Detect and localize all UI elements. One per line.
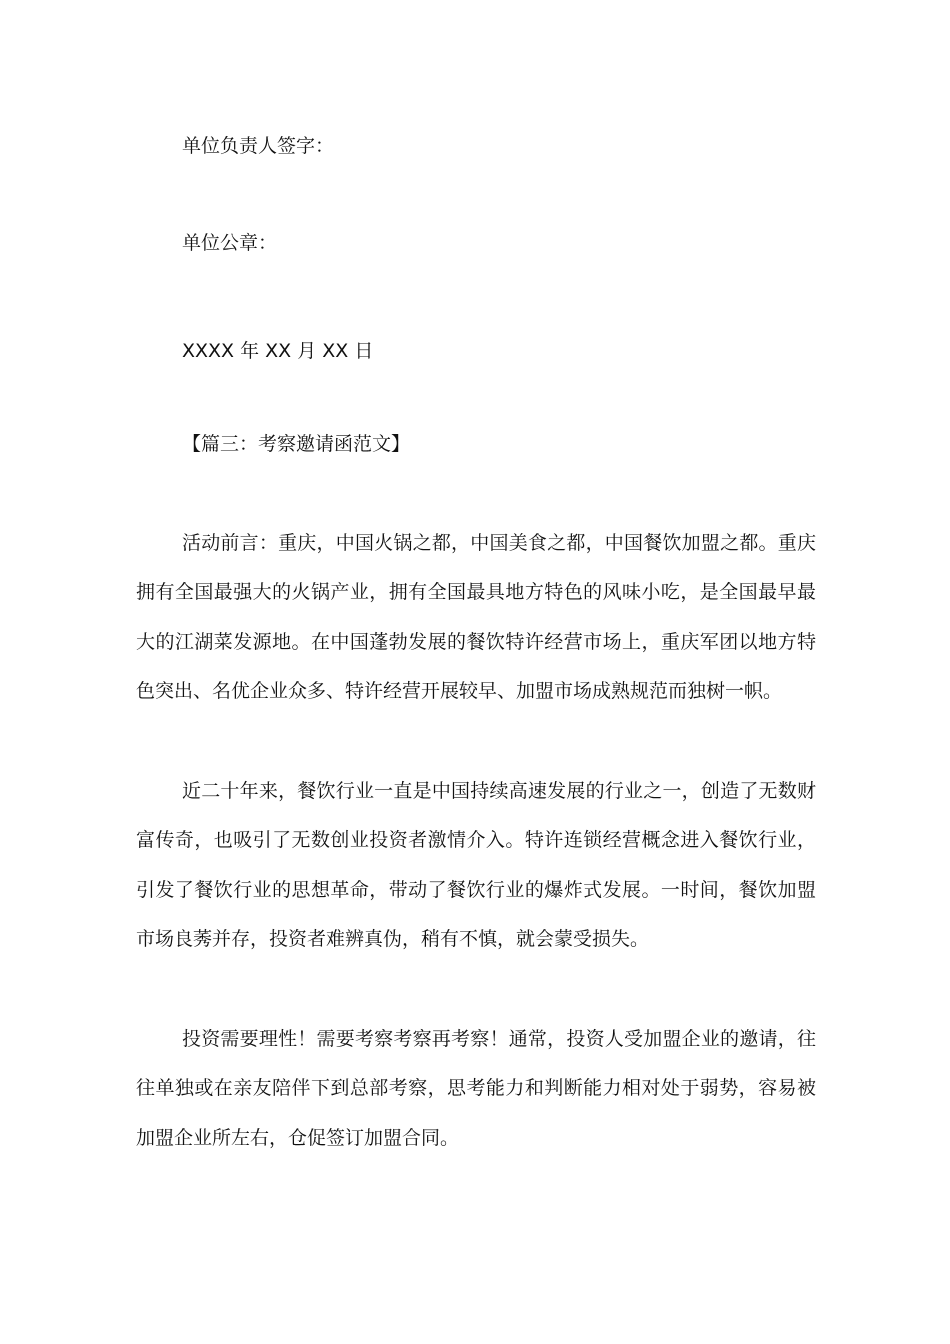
- paragraph-investment: 投资需要理性！需要考察考察再考察！通常，投资人受加盟企业的邀请，往往单独或在亲友陪伴下到总部考察，思考能力和判断能力相对处于弱势，容易被加盟企业所左右，仓促签订加盟合同。: [136, 1028, 816, 1149]
- paragraph-industry: 近二十年来，餐饮行业一直是中国持续高速发展的行业之一，创造了无数财富传奇，也吸引了无数创业投资者激情介入。特许连锁经营概念进入餐饮行业，引发了餐饮行业的思想革命，带动了餐饮行业的爆炸式发展。一时间，餐饮加盟市场良莠并存，投资者难辨真伪，稍有不慎，就会蒙受损失。: [136, 780, 816, 950]
- section-heading: 【篇三：考察邀请函范文】: [182, 433, 411, 455]
- seal-label: 单位公章：: [182, 232, 278, 254]
- date-line: XXXX 年 XX 月 XX 日: [182, 340, 374, 362]
- paragraph-preface: 活动前言：重庆，中国火锅之都，中国美食之都，中国餐饮加盟之都。重庆拥有全国最强大的火锅产业，拥有全国最具地方特色的风味小吃，是全国最早最大的江湖菜发源地。在中国蓬勃发展的餐饮特许经营市场上，重庆军团以地方特色突出、名优企业众多、特许经营开展较早、加盟市场成熟规范而独树一帜。: [136, 532, 816, 702]
- signer-label: 单位负责人签字：: [182, 135, 335, 157]
